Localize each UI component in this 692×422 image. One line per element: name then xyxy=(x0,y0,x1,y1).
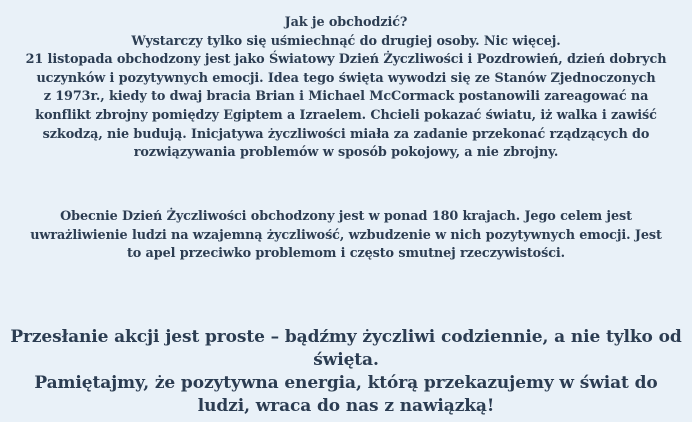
text-line: Obecnie Dzień Życzliwości obchodzony jest w ponad 180 krajach. Jego celem jest xyxy=(60,209,632,224)
message-paragraph xyxy=(0,326,692,418)
text-line: rozwiązywania problemów w sposób pokojowy, a nie zbrojny. xyxy=(133,145,559,161)
today-paragraph xyxy=(0,208,692,264)
text-line: konflikt zbrojny pomiędzy Egiptem a Izraelem. Chcieli pokazać światu, iż walka i zawiść xyxy=(35,107,657,123)
message-line: Pamiętajmy, że pozytywna energia, którą przekazujemy w świat do xyxy=(34,373,658,393)
message-line: święta. xyxy=(313,350,379,370)
text-line: szkodzą, nie budują. Inicjatywa życzliwości miała za zadanie przekonać rządzących do xyxy=(42,126,650,142)
text-line: uczynków i pozytywnych emocji. Idea tego święta wywodzi się ze Stanów Zjednoczonych xyxy=(36,70,656,86)
text-line: uwrażliwienie ludzi na wzajemną życzliwość, wzbudzenie w nich pozytywnych emocji. Jest xyxy=(30,227,662,243)
intro-paragraph xyxy=(0,14,692,163)
text-line: to apel przeciwko problemom i często smutnej rzeczywistości. xyxy=(126,246,566,262)
message-line: ludzi, wraca do nas z nawiązką! xyxy=(197,396,495,416)
message-line: Przesłanie akcji jest proste – bądźmy życzliwi codziennie, a nie tylko od xyxy=(10,327,682,347)
intro-heading: Jak je obchodzić? xyxy=(284,15,408,30)
text-line: z 1973r., kiedy to dwaj bracia Brian i Michael McCormack postanowili zareagować na xyxy=(43,89,649,105)
text-line: Wystarczy tylko się uśmiechnąć do drugiej osoby. Nic więcej. xyxy=(131,33,561,49)
text-line: 21 listopada obchodzony jest jako Światowy Dzień Życzliwości i Pozdrowień, dzień dobrych xyxy=(25,52,667,68)
